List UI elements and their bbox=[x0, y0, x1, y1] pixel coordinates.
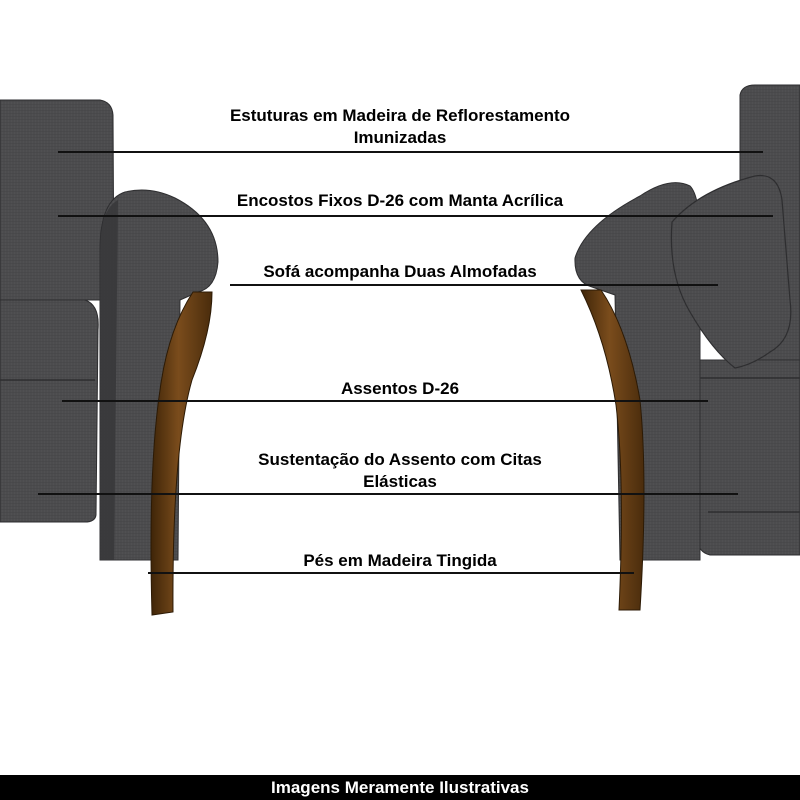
callout-cushions: Sofá acompanha Duas Almofadas bbox=[263, 262, 537, 281]
disclaimer-footer: Imagens Meramente Ilustrativas bbox=[0, 775, 800, 800]
callout-support: Sustentação do Assento com Citas Elásticas bbox=[258, 450, 542, 491]
leader-line-support bbox=[38, 493, 738, 495]
leader-line-cushions bbox=[230, 284, 718, 286]
callout-feet: Pés em Madeira Tingida bbox=[303, 551, 497, 570]
leader-line-seats bbox=[62, 400, 708, 402]
leader-line-backrest bbox=[58, 215, 773, 217]
callout-seats: Assentos D-26 bbox=[340, 379, 460, 398]
left-sofa-section bbox=[0, 100, 218, 615]
left-backrest bbox=[0, 100, 114, 300]
callout-structure: Estuturas em Madeira de Reflorestamento Imunizadas bbox=[229, 106, 571, 147]
right-sofa-section bbox=[575, 85, 800, 610]
right-seat-cushion bbox=[698, 360, 800, 555]
leader-line-structure bbox=[58, 151, 763, 153]
left-seat-cushion bbox=[0, 300, 98, 522]
leader-line-feet bbox=[148, 572, 634, 574]
callout-backrest: Encostos Fixos D-26 com Manta Acrílica bbox=[236, 191, 564, 210]
